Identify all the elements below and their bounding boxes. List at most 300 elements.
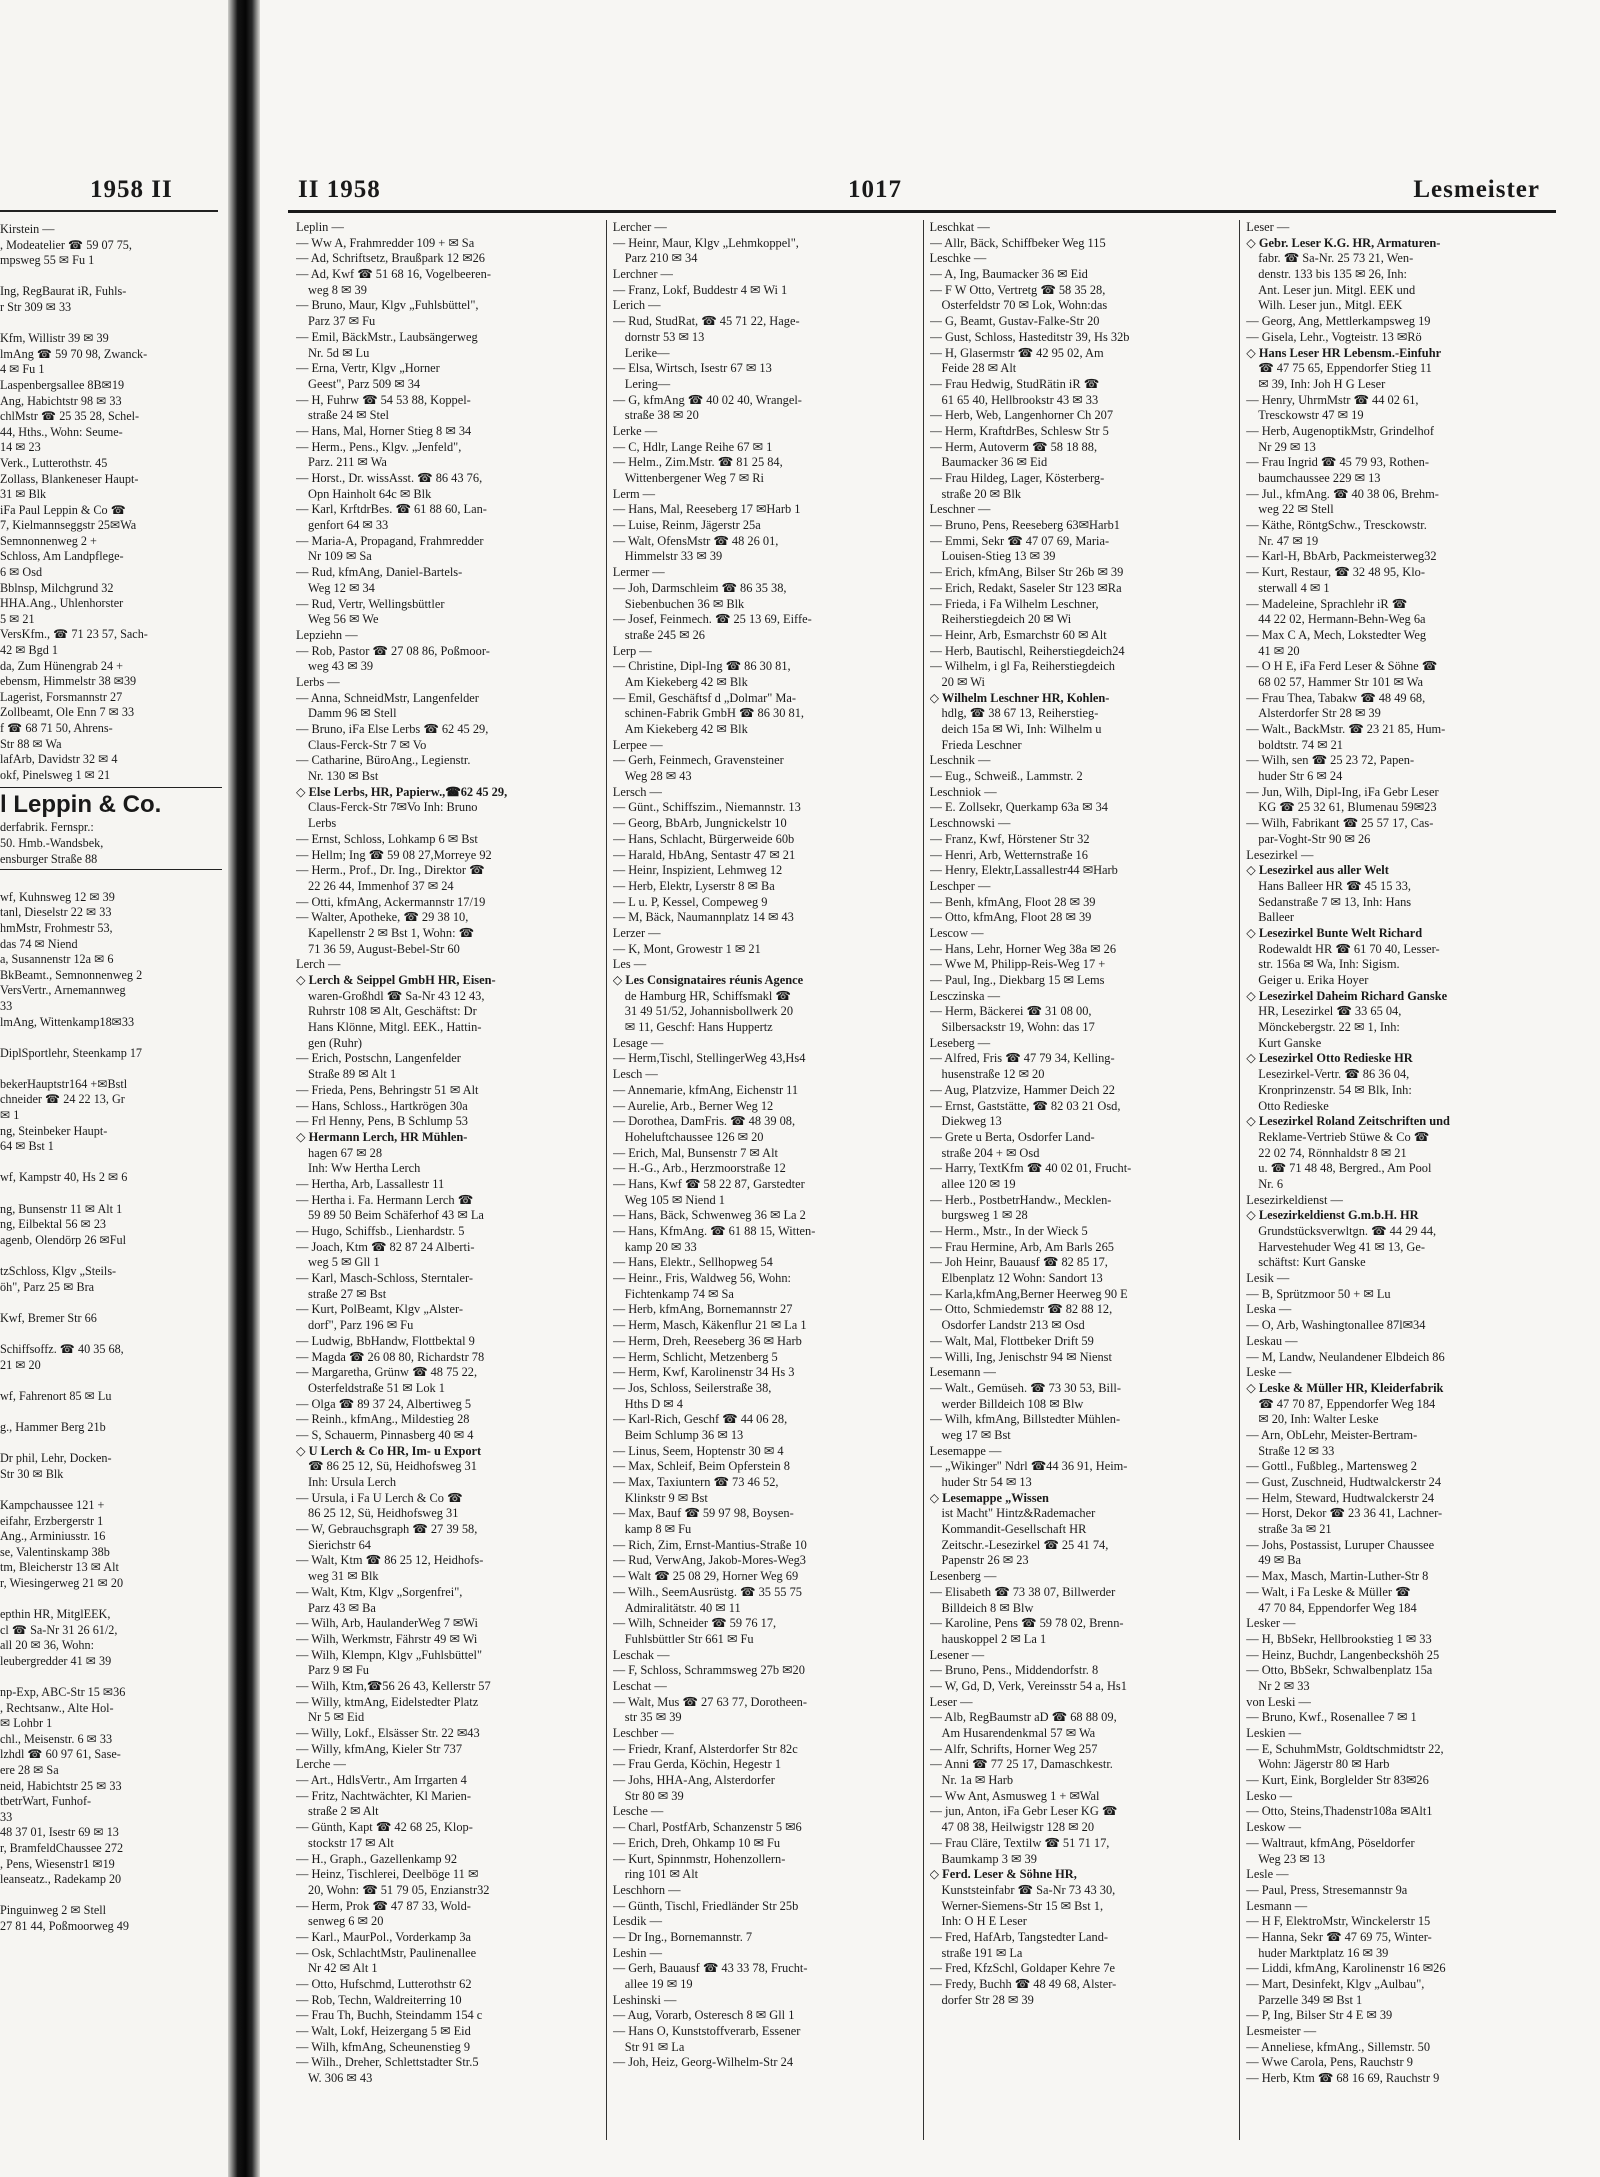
directory-entry-line: — Frieda, Pens, Behringstr 51 ✉ Alt xyxy=(296,1082,479,1097)
left-directory-line xyxy=(0,1295,222,1311)
left-directory-line: Kwf, Bremer Str 66 xyxy=(0,1310,97,1325)
directory-entry-line: — Linus, Seem, Hoptenstr 30 ✉ 4 xyxy=(612,1443,784,1458)
directory-entry-line: 59 89 50 Beim Schäferhof 43 ✉ La xyxy=(308,1208,484,1223)
left-directory-line: Kirstein — xyxy=(0,222,55,236)
directory-entry-line: — Annemarie, kfmAng, Eichenstr 11 xyxy=(612,1082,799,1097)
directory-entry-line: — Erich, Dreh, Ohkamp 10 ✉ Fu xyxy=(612,1835,781,1850)
directory-entry-line: — Karoline, Pens ☎ 59 78 02, Brenn- xyxy=(929,1616,1124,1631)
directory-entry-line: Nr 5 ✉ Eid xyxy=(308,1710,365,1725)
directory-entry-line: ✉ 11, Geschf: Hans Huppertz xyxy=(624,1020,773,1035)
directory-entry-line: kamp 20 ✉ 33 xyxy=(624,1239,697,1254)
directory-entry-line: — Bruno, Pens, Reeseberg 63✉Harb1 xyxy=(929,518,1120,533)
directory-entry-line: Reklame-Vertrieb Stüwe & Co ☎ xyxy=(1258,1129,1430,1144)
directory-entry-line: dornstr 53 ✉ 13 xyxy=(624,329,705,344)
directory-entry-line: Parz. 211 ✉ Wa xyxy=(308,455,387,470)
left-directory-line: chlMstr ☎ 25 35 28, Schel- xyxy=(0,409,140,424)
left-directory-line: okf, Pinelsweg 1 ✉ 21 xyxy=(0,767,111,782)
directory-entry-line: — Alfr, Schrifts, Horner Weg 257 xyxy=(929,1741,1098,1756)
left-directory-line xyxy=(0,1436,222,1452)
surname-heading: Lesche — xyxy=(612,1804,664,1819)
firm-entry-line: ◇ Wilhelm Leschner HR, Kohlen- xyxy=(929,690,1110,705)
directory-entry-line: Silbersackstr 19, Wohn: das 17 xyxy=(941,1020,1095,1035)
directory-entry-line: — Franz, Lokf, Buddestr 4 ✉ Wi 1 xyxy=(612,282,788,297)
directory-entry-line: Am Kiekeberg 42 ✉ Blk xyxy=(624,674,748,689)
directory-entry-line: fabr. ☎ Sa-Nr. 25 73 21, Wen- xyxy=(1258,251,1414,266)
directory-entry-line: Nr 42 ✉ Alt 1 xyxy=(308,1961,378,1976)
left-directory-line: agenb, Olendörp 26 ✉Ful xyxy=(0,1232,126,1247)
surname-heading: Lescow — xyxy=(929,925,984,940)
left-directory-line: 6 ✉ Osd xyxy=(0,565,43,580)
surname-heading: Lesmeister — xyxy=(1246,2024,1317,2039)
directory-entry-line: — Max C A, Mech, Lokstedter Weg xyxy=(1246,627,1427,642)
directory-entry-line: Lerbs xyxy=(308,816,337,831)
directory-entry-line: — Ursula, i Fa U Lerch & Co ☎ xyxy=(296,1490,463,1505)
directory-entry-line: — Wilhelm, i gl Fa, Reiherstiegdeich xyxy=(929,659,1115,674)
directory-entry-line: — Johs, Postassist, Luruper Chaussee xyxy=(1246,1537,1435,1552)
left-directory-line: bekerHauptstr164 +✉Bstl xyxy=(0,1076,128,1091)
directory-entry-line: deich 15a ✉ Wi, Inh: Wilhelm u xyxy=(941,722,1102,736)
firm-entry-line: ◇ Lesezirkeldienst G.m.b.H. HR xyxy=(1246,1208,1419,1223)
directory-entry-line: — F, Schloss, Schrammsweg 27b ✉20 xyxy=(612,1663,805,1678)
directory-entry-line: str 35 ✉ 39 xyxy=(624,1710,682,1725)
advertisement-line: 50. Hmb.-Wandsbek, xyxy=(0,835,104,850)
directory-entry-line: — Wilh., Dreher, Schlettstadter Str.5 xyxy=(296,2055,479,2070)
directory-entry-line: Baumkamp 3 ✉ 39 xyxy=(941,1851,1037,1866)
directory-entry-line: — Fritz, Nachtwächter, Kl Marien- xyxy=(296,1788,471,1803)
surname-heading: Leschak — xyxy=(612,1647,670,1662)
surname-heading: Leska — xyxy=(1246,1302,1292,1317)
directory-entry-line: — Benh, kfmAng, Floot 28 ✉ 39 xyxy=(929,894,1096,909)
left-directory-line: tm, Bleicherstr 13 ✉ Alt xyxy=(0,1560,119,1575)
directory-entry-line: — Reinh., kfmAng., Mildestieg 28 xyxy=(296,1412,470,1427)
directory-entry-line: Weg 28 ✉ 43 xyxy=(624,769,692,784)
firm-entry-line: ◇ Gebr. Leser K.G. HR, Armaturen- xyxy=(1246,235,1441,250)
surname-heading: Lesenberg — xyxy=(929,1569,997,1584)
left-directory-line: 33 xyxy=(0,1809,13,1824)
directory-entry-line: — Walt, OfensMstr ☎ 48 26 01, xyxy=(612,533,779,548)
left-directory-line xyxy=(0,1061,222,1077)
left-directory-line: tzSchloss, Klgv „Steils- xyxy=(0,1264,117,1278)
left-directory-line xyxy=(0,1186,222,1202)
directory-entry-line: — Kurt, Eink, Borglelder Str 83✉26 xyxy=(1246,1773,1429,1788)
directory-entry-line: Hans Klönne, Mitgl. EEK., Hattin- xyxy=(308,1020,482,1035)
directory-entry-line: weg 43 ✉ 39 xyxy=(308,659,374,674)
directory-entry-line: Otto Redieske xyxy=(1258,1098,1329,1113)
directory-entry-line: — Henry, UhrmMstr ☎ 44 02 61, xyxy=(1246,392,1419,407)
directory-entry-line: Reiherstiegdeich 20 ✉ Wi xyxy=(941,612,1072,627)
directory-entry-line: schinen-Fabrik GmbH ☎ 86 30 81, xyxy=(624,706,804,721)
directory-entry-line: Hans Balleer HR ☎ 45 15 33, xyxy=(1258,878,1411,893)
directory-entry-line: — Max, Masch, Martin-Luther-Str 8 xyxy=(1246,1569,1429,1584)
directory-entry-line: Inh: Ww Hertha Lerch xyxy=(308,1161,421,1176)
directory-entry-line: — Maria-A, Propagand, Frahmredder xyxy=(296,533,484,548)
directory-entry-line: — Allr, Bäck, Schiffbeker Weg 115 xyxy=(929,235,1106,250)
directory-entry-line: — Herm., Prof., Dr. Ing., Direktor ☎ xyxy=(296,863,485,878)
directory-entry-line: — Karl., MaurPol., Vorderkamp 3a xyxy=(296,1929,472,1944)
left-directory-line: epthin HR, MitglEEK, xyxy=(0,1607,111,1622)
directory-entry-line: — Willy, ktmAng, Eidelstedter Platz xyxy=(296,1694,479,1709)
left-directory-line: , Pens, Wiesenstr1 ✉19 xyxy=(0,1856,115,1871)
directory-entry-line: sterwall 4 ✉ 1 xyxy=(1258,580,1330,595)
directory-entry-line: — Alfred, Fris ☎ 47 79 34, Kelling- xyxy=(929,1051,1115,1066)
directory-entry-line: denstr. 133 bis 135 ✉ 26, Inh: xyxy=(1258,267,1407,282)
directory-entry-line: — Herm, Schlicht, Metzenberg 5 xyxy=(612,1349,778,1364)
surname-heading: Lesch — xyxy=(612,1067,658,1082)
surname-heading: Les — xyxy=(612,957,647,972)
directory-entry-line: Weg 23 ✉ 13 xyxy=(1258,1851,1326,1866)
page-running-head: Lesmeister xyxy=(1413,176,1540,203)
left-directory-line: hmMstr, Frohmestr 53, xyxy=(0,920,113,935)
directory-entry-line: — Hans, Bäck, Schwenweg 36 ✉ La 2 xyxy=(612,1208,806,1223)
directory-entry-line: straße 38 ✉ 20 xyxy=(624,408,699,423)
directory-entry-line: — Walter, Apotheke, ☎ 29 38 10, xyxy=(296,910,469,925)
directory-entry-line: — Karl, Masch-Schloss, Sterntaler- xyxy=(296,1271,473,1286)
directory-entry-line: Geiger u. Erika Hoyer xyxy=(1258,973,1369,987)
directory-entry-line: — Herb, AugenoptikMstr, Grindelhof xyxy=(1246,423,1434,438)
directory-entry-line: — Heinz, Buchdr, Langenbeckshöh 25 xyxy=(1246,1647,1440,1662)
surname-heading: Lesik — xyxy=(1246,1271,1290,1286)
directory-entry-line: — Walt ☎ 25 08 29, Horner Weg 69 xyxy=(612,1569,799,1584)
directory-entry-line: ring 101 ✉ Alt xyxy=(624,1867,699,1882)
directory-entry-line: Claus-Ferck-Str 7 ✉ Vo xyxy=(308,737,427,752)
directory-entry-line: — Ad, Kwf ☎ 51 68 16, Vogelbeeren- xyxy=(296,267,491,282)
left-directory-line xyxy=(0,1373,222,1389)
directory-entry-line: 22 26 44, Immenhof 37 ✉ 24 xyxy=(308,878,454,893)
left-directory-line: r, Wiesingerweg 21 ✉ 20 xyxy=(0,1575,124,1590)
directory-entry-line: werder Billdeich 108 ✉ Blw xyxy=(941,1396,1084,1411)
directory-entry-line: Sierichstr 64 xyxy=(308,1537,371,1552)
left-directory-line: 31 ✉ Blk xyxy=(0,487,47,502)
surname-heading: Leschber — xyxy=(612,1726,674,1740)
directory-entry-line: — Wilh, kfmAng, Scheunenstieg 9 xyxy=(296,2039,471,2054)
directory-entry-line: Grundstücksverwltgn. ☎ 44 29 44, xyxy=(1258,1224,1437,1238)
directory-entry-line: Nr. 5d ✉ Lu xyxy=(308,345,370,360)
left-directory-line: Ing, RegBaurat iR, Fuhls- xyxy=(0,284,127,299)
directory-entry-line: — Bruno, Maur, Klgv „Fuhlsbüttel", xyxy=(296,298,479,313)
directory-entry-line: 44 22 02, Hermann-Behn-Weg 6a xyxy=(1258,612,1426,627)
directory-entry-line: Osterfeldstraße 51 ✉ Lok 1 xyxy=(308,1380,446,1395)
directory-entry-line: Am Kiekeberg 42 ✉ Blk xyxy=(624,722,748,736)
surname-heading: Lesener — xyxy=(929,1647,985,1662)
surname-heading: Leschper — xyxy=(929,878,991,893)
directory-entry-line: — Herm, Bäckerei ☎ 31 08 00, xyxy=(929,1004,1092,1019)
directory-entry-line: — Wwe M, Philipp-Reis-Weg 17 + xyxy=(929,957,1106,972)
directory-entry-line: — Olga ☎ 89 37 24, Albertiweg 5 xyxy=(296,1396,472,1411)
left-directory-line: das 74 ✉ Niend xyxy=(0,936,78,951)
firm-entry-line: ◇ Ferd. Leser & Söhne HR, xyxy=(929,1867,1077,1882)
directory-entry-line: huder Str 6 ✉ 24 xyxy=(1258,769,1343,784)
directory-entry-line: — G, Beamt, Gustav-Falke-Str 20 xyxy=(929,314,1100,329)
surname-heading: Leschniok — xyxy=(929,784,997,799)
directory-entry-line: Zeitschr.-Lesezirkel ☎ 25 41 74, xyxy=(941,1537,1109,1552)
surname-heading: Lerp — xyxy=(612,643,652,658)
left-directory-line: leubergredder 41 ✉ 39 xyxy=(0,1653,112,1668)
directory-entry-line: — Charl, PostfArb, Schanzenstr 5 ✉6 xyxy=(612,1820,802,1835)
left-directory-line: da, Zum Hünengrab 24 + xyxy=(0,658,123,673)
directory-entry-line: senweg 6 ✉ 20 xyxy=(308,1914,384,1929)
directory-entry-line: KG ☎ 25 32 61, Blumenau 59✉23 xyxy=(1258,800,1437,815)
directory-entry-line: — Ludwig, BbHandw, Flottbektal 9 xyxy=(296,1333,475,1348)
surname-heading: Lesczinska — xyxy=(929,988,1001,1003)
surname-heading: Leschkat — xyxy=(929,220,990,234)
directory-entry-line: — Georg, BbArb, Jungnickelstr 10 xyxy=(612,816,787,831)
directory-entry-line: — W, Gd, D, Verk, Vereinsstr 54 a, Hs1 xyxy=(929,1678,1127,1693)
directory-entry-line: Baumacker 36 ✉ Eid xyxy=(941,455,1048,470)
directory-entry-line: — Wilh, kfmAng, Billstedter Mühlen- xyxy=(929,1412,1121,1427)
left-directory-line: lmAng, Wittenkamp18✉33 xyxy=(0,1014,135,1029)
directory-entry-line: straße 204 + ✉ Osd xyxy=(941,1145,1040,1160)
firm-entry-line: ◇ Lesemappe „Wissen xyxy=(929,1490,1049,1505)
left-directory-line: 44, Hths., Wohn: Seume- xyxy=(0,424,123,439)
surname-heading: Lerzer — xyxy=(612,925,661,940)
directory-entry-line: Parz 210 ✉ 34 xyxy=(624,251,698,266)
directory-entry-line: — Hellm; Ing ☎ 59 08 27,Morreye 92 xyxy=(296,847,492,862)
directory-entry-line: — Herm, Masch, Käkenflur 21 ✉ La 1 xyxy=(612,1318,807,1333)
directory-entry-line: — Heinz, Tischlerei, Deelbögе 11 ✉ xyxy=(296,1867,479,1882)
directory-entry-line: — O, Arb, Washingtonallee 87l✉34 xyxy=(1246,1318,1426,1333)
firm-entry-line: ◇ Hermann Lerch, HR Mühlen- xyxy=(296,1129,468,1144)
left-directory-line: HHA.Ang., Uhlenhorster xyxy=(0,596,124,611)
directory-entry-line: — Joh Heinr, Bauausf ☎ 82 85 17, xyxy=(929,1255,1108,1270)
directory-entry-line: Wittenbergener Weg 7 ✉ Ri xyxy=(624,471,764,485)
left-directory-line: Dr phil, Lehr, Docken- xyxy=(0,1451,112,1466)
directory-entry-line: — P, Ing, Bilser Str 4 E ✉ 39 xyxy=(1246,2008,1393,2023)
directory-entry-line: — Georg, Ang, Mettlerkampsweg 19 xyxy=(1246,314,1431,329)
directory-entry-line: — Herb, kfmAng, Bornemannstr 27 xyxy=(612,1302,793,1317)
directory-entry-line: hdlg, ☎ 38 67 13, Reiherstieg- xyxy=(941,706,1099,721)
directory-entry-line: — jun, Anton, iFa Gebr Leser KG ☎ xyxy=(929,1804,1118,1819)
directory-entry-line: — Frl Henny, Pens, B Schlump 53 xyxy=(296,1114,468,1129)
left-directory-line: 48 37 01, Isestr 69 ✉ 13 xyxy=(0,1825,119,1840)
left-directory-line: ng, Bunsenstr 11 ✉ Alt 1 xyxy=(0,1201,123,1216)
directory-entry-line: Str 80 ✉ 39 xyxy=(624,1788,684,1803)
directory-entry-line: straße 24 ✉ Stel xyxy=(308,408,389,423)
directory-entry-line: — Fredy, Buchh ☎ 48 49 68, Alster- xyxy=(929,1977,1117,1991)
directory-entry-line: — Otto, Steins,Thadenstr108a ✉Alt1 xyxy=(1246,1804,1433,1819)
directory-entry-line: hagen 67 ✉ 28 xyxy=(308,1145,383,1160)
directory-entry-line: 71 36 59, August-Bebel-Str 60 xyxy=(308,941,460,956)
directory-entry-line: — Günt., Schiffszim., Niemannstr. 13 xyxy=(612,800,801,815)
directory-entry-line: 68 02 57, Hammer Str 101 ✉ Wa xyxy=(1258,674,1423,689)
directory-entry-line: — Frau Th, Buchh, Steindamm 154 c xyxy=(296,2008,483,2023)
left-directory-line: VersVertr., Arnemannweg xyxy=(0,983,126,998)
directory-entry-line: — Rud, kfmAng, Daniel-Bartels- xyxy=(296,565,463,580)
directory-entry-line: — Rud, VerwAng, Jakob-Mores-Weg3 xyxy=(612,1553,806,1568)
directory-entry-line: 49 ✉ Ba xyxy=(1258,1553,1301,1568)
directory-entry-line: — M, Landw, Neulandener Elbdeich 86 xyxy=(1246,1349,1445,1364)
directory-entry-line: Hths D ✉ 4 xyxy=(624,1396,683,1411)
directory-entry-line: Osterfeldstr 70 ✉ Lok, Wohn:das xyxy=(941,298,1108,313)
directory-entry-line: straße 20 ✉ Blk xyxy=(941,486,1022,501)
directory-entry-line: — Karl, KrftdrBes. ☎ 61 88 60, Lan- xyxy=(296,502,487,517)
directory-entry-line: Nr 29 ✉ 13 xyxy=(1258,439,1316,454)
surname-heading: Leskow — xyxy=(1246,1820,1301,1835)
directory-entry-line: — Wilh, Klempn, Klgv „Fuhlsbüttel" xyxy=(296,1647,483,1662)
surname-heading: Lesemappe — xyxy=(929,1443,1002,1458)
directory-entry-line: — Kurt, Spinnmstr, Hohenzollern- xyxy=(612,1851,786,1866)
directory-entry-line: — Hans, Elektr., Sellhopweg 54 xyxy=(612,1255,773,1270)
directory-entry-line: ist Macht" Hintz&Rademacher xyxy=(941,1506,1096,1521)
directory-entry-line: — Wwe Carola, Pens, Rauchstr 9 xyxy=(1246,2055,1413,2070)
directory-entry-line: — Elsa, Wirtsch, Isestr 67 ✉ 13 xyxy=(612,361,772,376)
surname-heading: Leschner — xyxy=(929,502,991,517)
directory-entry-line: — Herm, KraftdrBes, Schlesw Str 5 xyxy=(929,423,1109,438)
directory-entry-line: — Otto, BbSekr, Schwalbenplatz 15a xyxy=(1246,1663,1433,1678)
directory-entry-line: straße 245 ✉ 26 xyxy=(624,627,705,642)
directory-entry-line: — Joh, Heiz, Georg-Wilhelm-Str 24 xyxy=(612,2055,794,2070)
directory-entry-line: — Wilh, Fabrikant ☎ 25 57 17, Cas- xyxy=(1246,816,1434,831)
left-directory-line: 33 xyxy=(0,998,13,1013)
directory-entry-line: Werner-Siemens-Str 15 ✉ Bst 1, xyxy=(941,1898,1104,1913)
directory-entry-line: — Herm., Mstr., In der Wieck 5 xyxy=(929,1224,1088,1238)
directory-entry-line: Himmelstr 33 ✉ 39 xyxy=(624,549,723,564)
left-directory-line: ebensm, Himmelstr 38 ✉39 xyxy=(0,674,137,689)
directory-entry-line: — Gisela, Lehr., Vogteistr. 13 ✉Rö xyxy=(1246,329,1422,344)
left-directory-line: Zollass, Blankeneser Haupt- xyxy=(0,471,139,486)
directory-entry-line: — Emmi, Sekr ☎ 47 07 69, Maria- xyxy=(929,533,1110,548)
left-directory-line: ng, Steinbeker Haupt- xyxy=(0,1123,108,1138)
directory-entry-line: — Erich, Redakt, Saseler Str 123 ✉Ra xyxy=(929,580,1122,595)
directory-entry-line: Harvestehuder Weg 41 ✉ 13, Ge- xyxy=(1258,1239,1425,1254)
surname-heading: Leser — xyxy=(1246,220,1290,234)
left-directory-line: neid, Habichtstr 25 ✉ 33 xyxy=(0,1778,122,1793)
directory-entry-line: Weg 56 ✉ We xyxy=(308,612,379,627)
surname-heading: Lesdik — xyxy=(612,1914,662,1929)
directory-entry-line: dorf", Parz 196 ✉ Fu xyxy=(308,1318,414,1333)
directory-entry-line: weg 8 ✉ 39 xyxy=(308,282,367,297)
directory-entry-line: — Rud, Vertr, Wellingsbüttler xyxy=(296,596,445,611)
left-directory-line: lmAng ☎ 59 70 98, Zwanck- xyxy=(0,346,148,361)
left-directory-line: Pinguinweg 2 ✉ Stell xyxy=(0,1903,107,1918)
directory-entry-line: Nr 2 ✉ 33 xyxy=(1258,1678,1310,1693)
directory-entry-line: u. ☎ 71 48 48, Bergred., Am Pool xyxy=(1258,1161,1432,1176)
surname-heading: Lermer — xyxy=(612,565,665,580)
directory-entry-line: Damm 96 ✉ Stell xyxy=(308,706,397,721)
directory-entry-line: W. 306 ✉ 43 xyxy=(308,2071,373,2086)
directory-entry-line: — Frau Hildeg, Lager, Kösterberg- xyxy=(929,471,1105,485)
firm-entry-line: ◇ Lesezirkel aus aller Welt xyxy=(1246,863,1389,878)
directory-entry-line: Nr 109 ✉ Sa xyxy=(308,549,372,564)
directory-entry-line: — Alb, RegBaumstr aD ☎ 68 88 09, xyxy=(929,1710,1117,1725)
directory-entry-line: Kronprinzenstr. 54 ✉ Blk, Inh: xyxy=(1258,1082,1412,1097)
left-directory-line: 7, Kielmannseggstr 25✉Wa xyxy=(0,518,137,533)
directory-entry-line: — Herm, Kwf, Karolinenstr 34 Hs 3 xyxy=(612,1365,795,1380)
surname-heading: Lerpee — xyxy=(612,737,663,752)
directory-entry-line: — Walt, Mal, Flottbeker Drift 59 xyxy=(929,1333,1094,1348)
directory-entry-line: — Hans O, Kunststoffverarb, Essener xyxy=(612,2024,801,2039)
directory-entry-line: — H.-G., Arb., Herzmoorstraße 12 xyxy=(612,1161,786,1176)
directory-entry-line: — Osk, SchlachtMstr, Paulinenallee xyxy=(296,1945,477,1960)
directory-entry-line: — Jun, Wilh, Dipl-Ing, iFa Gebr Leser xyxy=(1246,784,1439,799)
directory-entry-line: — Henry, Elektr,Lassallestr44 ✉Harb xyxy=(929,863,1118,878)
directory-entry-line: Hoheluftchaussee 126 ✉ 20 xyxy=(624,1129,764,1144)
surname-heading: Leschnowski — xyxy=(929,816,1011,831)
directory-entry-line: — Franz, Kwf, Hörstener Str 32 xyxy=(929,831,1090,846)
directory-entry-line: ☎ 47 75 65, Eppendorfer Stieg 11 xyxy=(1258,361,1432,376)
leppin-advertisement xyxy=(0,787,222,870)
directory-entry-line: boldtstr. 74 ✉ 21 xyxy=(1258,737,1343,752)
left-page-fragment xyxy=(0,0,228,2177)
left-directory-line: lafArb, Davidstr 32 ✉ 4 xyxy=(0,752,118,767)
left-directory-line: np-Exp, ABC-Str 15 ✉36 xyxy=(0,1685,126,1700)
directory-entry-line: — Walt., Gemüseh. ☎ 73 30 53, Bill- xyxy=(929,1380,1121,1395)
directory-entry-line: 20 ✉ Wi xyxy=(941,674,985,689)
directory-entry-line: — F W Otto, Vertretg ☎ 58 35 28, xyxy=(929,282,1106,297)
directory-entry-line: — Ww A, Frahmredder 109 + ✉ Sa xyxy=(296,235,475,250)
left-directory-line: 14 ✉ 23 xyxy=(0,440,41,455)
directory-entry-line: Am Husarendenkmal 57 ✉ Wa xyxy=(941,1726,1096,1740)
directory-entry-line: — B, Sprützmoor 50 + ✉ Lu xyxy=(1246,1286,1391,1301)
directory-entry-line: — Anna, SchneidMstr, Langenfelder xyxy=(296,690,479,705)
directory-entry-line: — Arn, ObLehr, Meister-Bertram- xyxy=(1246,1427,1418,1442)
directory-entry-line: ✉ 20, Inh: Walter Leske xyxy=(1258,1412,1379,1427)
directory-entry-line: Mönckebergstr. 22 ✉ 1, Inh: xyxy=(1258,1020,1400,1035)
directory-entry-line: — Otto, kfmAng, Floot 28 ✉ 39 xyxy=(929,910,1092,925)
directory-entry-line: 61 65 40, Hellbrookstr 43 ✉ 33 xyxy=(941,392,1099,407)
directory-entry-line: — Wilh, sen ☎ 25 23 72, Papen- xyxy=(1246,753,1415,768)
directory-entry-line: — Rud, StudRat, ☎ 45 71 22, Hage- xyxy=(612,314,800,329)
directory-entry-line: — M, Bäck, Naumannplatz 14 ✉ 43 xyxy=(612,910,794,925)
directory-entry-line: Feide 28 ✉ Alt xyxy=(941,361,1017,376)
directory-columns xyxy=(290,220,1556,2140)
directory-entry-line: — Bruno, iFa Else Lerbs ☎ 62 45 29, xyxy=(296,722,489,736)
left-directory-line xyxy=(0,1248,222,1264)
directory-entry-line: — Karla,kfmAng,Berner Heerweg 90 E xyxy=(929,1286,1128,1301)
directory-entry-line: baumchaussee 229 ✉ 13 xyxy=(1258,471,1381,485)
surname-heading: Lerm — xyxy=(612,486,656,501)
firm-entry-line: ◇ Les Consignataires réunis Agence xyxy=(612,973,804,987)
directory-entry-line: waren-Großhdl ☎ Sa-Nr 43 12 43, xyxy=(308,988,485,1003)
left-directory-line: Ang., Arminiusstr. 16 xyxy=(0,1529,106,1544)
left-directory-line xyxy=(0,1404,222,1420)
directory-entry-line: — Willy, kfmAng, Kieler Str 737 xyxy=(296,1741,463,1756)
surname-heading: Lerke — xyxy=(612,423,658,438)
directory-entry-line: Kapellenstr 2 ✉ Bst 1, Wohn: ☎ xyxy=(308,925,475,940)
directory-entry-line: — E. Zollsekr, Querkamp 63a ✉ 34 xyxy=(929,800,1108,815)
directory-entry-line: — Hans, Mal, Horner Stieg 8 ✉ 34 xyxy=(296,423,472,438)
surname-heading: von Leski — xyxy=(1246,1694,1311,1709)
directory-entry-line: — Herm, Prok ☎ 47 87 33, Wold- xyxy=(296,1898,471,1913)
directory-entry-line: str. 156a ✉ Wa, Inh: Sigism. xyxy=(1258,957,1400,972)
directory-entry-line: — Luise, Reinm, Jägerstr 25a xyxy=(612,518,761,533)
directory-entry-line: Wilh. Leser jun., Mitgl. EEK xyxy=(1258,298,1403,313)
directory-entry-line: — Art., HdlsVertr., Am Irrgarten 4 xyxy=(296,1773,467,1788)
directory-entry-line: Balleer xyxy=(1258,910,1295,925)
directory-entry-line: — Erich, Postschn, Langenfelder xyxy=(296,1051,461,1066)
directory-entry-line: ☎ 47 70 87, Eppendorfer Weg 184 xyxy=(1258,1396,1436,1411)
directory-entry-line: — Wilh., SeemAusrüstg. ☎ 35 55 75 xyxy=(612,1584,802,1599)
left-directory-line xyxy=(0,1669,222,1685)
surname-heading: Lerbs — xyxy=(296,674,340,689)
directory-entry-line: — Emil, Geschäftsf d „Dolmar" Ma- xyxy=(612,690,797,705)
right-page xyxy=(260,0,1600,2177)
surname-heading: Lesmann — xyxy=(1246,1898,1308,1913)
directory-entry-line: — Rich, Zim, Ernst-Mantius-Straße 10 xyxy=(612,1537,807,1552)
directory-entry-line: 31 49 51/52, Johannisbollwerk 20 xyxy=(624,1004,794,1019)
directory-entry-line: — Herb, Elektr, Lyserstr 8 ✉ Ba xyxy=(612,878,775,893)
directory-entry-line: — Rob, Pastor ☎ 27 08 86, Poßmoor- xyxy=(296,643,490,658)
left-directory-line: tanl, Dieselstr 22 ✉ 33 xyxy=(0,905,112,920)
directory-entry-line: weg 31 ✉ Blk xyxy=(308,1569,379,1584)
left-directory-line: Ang, Habichtstr 98 ✉ 33 xyxy=(0,393,122,408)
left-directory-line: r Str 309 ✉ 33 xyxy=(0,299,72,314)
directory-entry-line: — H, Fuhrw ☎ 54 53 88, Koppel- xyxy=(296,392,471,407)
directory-entry-line: — Otto, Schmiedemstr ☎ 82 88 12, xyxy=(929,1302,1113,1317)
directory-entry-line: — Heinr., Fris, Waldweg 56, Wohn: xyxy=(612,1271,791,1286)
directory-column-4 xyxy=(1240,220,1556,2140)
directory-entry-line: — Kurt, PolBeamt, Klgv „Alster- xyxy=(296,1302,464,1317)
directory-entry-line: — Hertha i. Fa. Hermann Lerch ☎ xyxy=(296,1192,474,1207)
